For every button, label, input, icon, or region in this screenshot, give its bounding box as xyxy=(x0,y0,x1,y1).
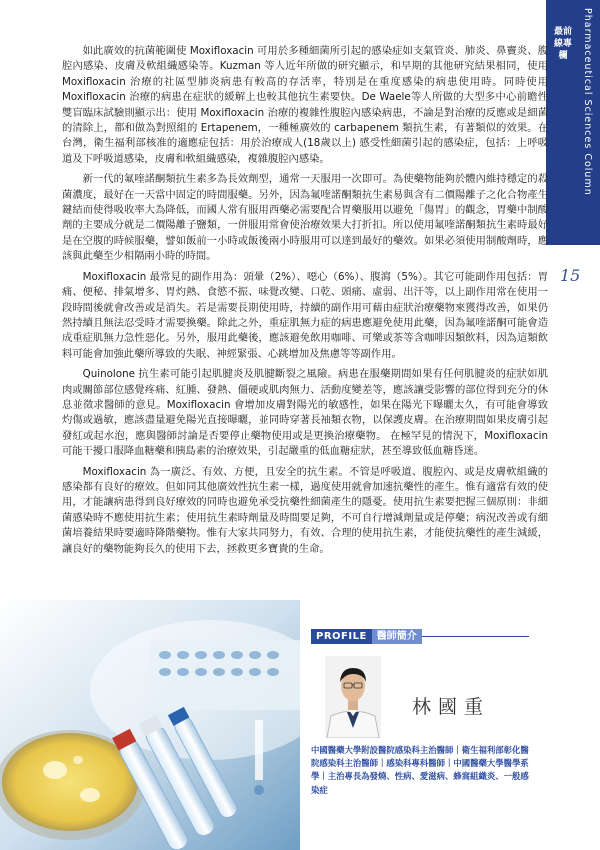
page-number: 15 xyxy=(560,266,581,285)
paragraph-1: 如此廣效的抗菌範圍使 Moxifloxacin 可用於多種細菌所引起的感染症如支氣管炎、肺炎、鼻竇炎、腹腔內感染、皮膚及軟組織感染等。Kuzman 等人近年所做的研究顯示，和早期的其他研究結果相同，使用 Moxifloxacin 治療的社區型肺炎病患有較高的存活率，特別是在重度感染的病患使用時。同時使用 Moxifloxacin 治療的病患在症狀的緩解上也較其他抗生素要快。De Waele等人所做的大型多中心前瞻性雙盲臨床試驗則顯示出：使用 Moxifloxacin 治療的複雜性腹腔內感染病患，不論是對治療的反應或是細菌的清除上，都和做為對照組的 Ertapenem，一種極廣效的 carbapenem 類抗生素，有著類似的效果。在台灣，衛生福利部核准的適應症包括：用於治療成人(18歲以上) 感受性細菌引起的感染症，包括：上呼吸道及下呼吸道感染，皮膚和軟組織感染，複雜腹腔內感染。 xyxy=(62,45,548,165)
lab-photo xyxy=(0,600,300,850)
doctor-portrait xyxy=(325,656,381,738)
paragraph-2: 新一代的氟喹諾酮類抗生素多為長效劑型，通常一天服用一次即可。為使藥物能夠於體內維持穩定的殺菌濃度，最好在一天當中固定的時間服藥。另外，因為氟喹諾酮類抗生素易與含有二價陽離子之化合物產生鍵結而使得吸收率大為降低，而國人常有服用西藥必需要配合胃藥服用以避免「傷胃」的觀念，胃藥中制酸劑的主要成分就是二價陽離子鹽類，一併服用常會使治療效果大打折扣。所以使用氟喹諾酮類抗生素時最好是在空腹的時候服藥，譬如飯前一小時或飯後兩小時服用可以達到最好的藥效。如果必須使用制酸劑時，應該與此藥至少相隔兩小時的時間。 xyxy=(62,173,548,263)
doctor-profile xyxy=(311,628,529,795)
lab-photo-illustration xyxy=(0,600,300,850)
paragraph-5: Moxifloxacin 為一廣泛、有效、方便，且安全的抗生素。不管是呼吸道、腹腔內、或是皮膚軟組織的感染都有良好的療效。但如同其他廣效性抗生素一樣，過度使用就會加速抗藥性的產生。惟有適當有效的使用，才能讓病患得到良好療效的同時也避免承受抗藥性細菌產生的隱憂。使用抗生素要把握三個原則：非細菌感染時不應使用抗生素；使用抗生素時劑量及時間要足夠，不可自行增減劑量或是停藥；病況改善或有細菌培養結果時要適時降階藥物。惟有大家共同努力，有效、合理的使用抗生素，才能使抗藥性的產生減緩，讓良好的藥物能夠長久的使用下去，拯救更多寶貴的生命。 xyxy=(62,465,548,555)
profile-header xyxy=(311,628,529,644)
profile-label-en: PROFILE xyxy=(311,629,372,644)
profile-divider xyxy=(422,636,529,637)
article-body xyxy=(62,44,548,562)
paragraph-3: Moxifloxacin 最常見的副作用為：頭暈（2%）、噁心（6%）、腹瀉（5%）。其它可能副作用包括：胃痛、便秘、排氣增多、胃灼熱、食慾不振、味覺改變、口乾、頭痛、虛弱、出汗等，以上副作用常在使用一段時間後就會改善或是消失。若是需要長期使用時，持續的副作用可藉由症狀治療藥物來獲得改善，如果仍然持續且無法忍受時才需要換藥。除此之外，重症肌無力症的病患應避免使用此藥，因為氟喹諾酮可能會造成重症肌無力急性惡化。另外，服用此藥後，應該避免飲用咖啡、可樂或茶等含咖啡因類飲料，因為這類飲料可能會加強此藥所導致的失眠、神經緊張、心跳增加及焦慮等等副作用。 xyxy=(62,270,548,360)
doctor-bio: 中國醫藥大學附設醫院感染科主治醫師｜衛生福利部彰化醫院感染科主治醫師｜感染科專科醫師｜中國醫藥大學醫學系學｜主治專長為發燒、性病、愛滋病、蜂窩組織炎、一般感染症 xyxy=(311,745,529,795)
paragraph-4: Quinolone 抗生素可能引起肌腱炎及肌腱斷裂之風險。病患在服藥期間如果有任何肌腱炎的症狀如肌肉或關節部位感覺疼痛、紅腫、發熱、僵硬或肌肉無力、活動度變差等，應該讓受影響的部位得到充分的休息並徵求醫師的意見。Moxifloxacin 會增加皮膚對陽光的敏感性，如果在陽光下曝曬太久，有可能會導致灼傷或過敏，應該盡量避免陽光直接曝曬，並同時穿著長袖類衣物，以保護皮膚。在治療期間如果皮膚引起發紅或起水泡，應與醫師討論是否要停止藥物使用或是更換治療藥物。 在極罕見的情況下，Moxifloxacin 可能干擾口服降血糖藥和胰島素的治療效果，引起嚴重的低血糖症狀，甚至導致低血糖昏迷。 xyxy=(62,368,548,458)
profile-label-zh: 醫師簡介 xyxy=(372,629,422,644)
column-zh-title: 最前線專欄 xyxy=(553,27,572,61)
column-en-title: Pharmaceutical Sciences Column xyxy=(582,8,593,196)
doctor-name: 林國重 xyxy=(411,696,490,718)
